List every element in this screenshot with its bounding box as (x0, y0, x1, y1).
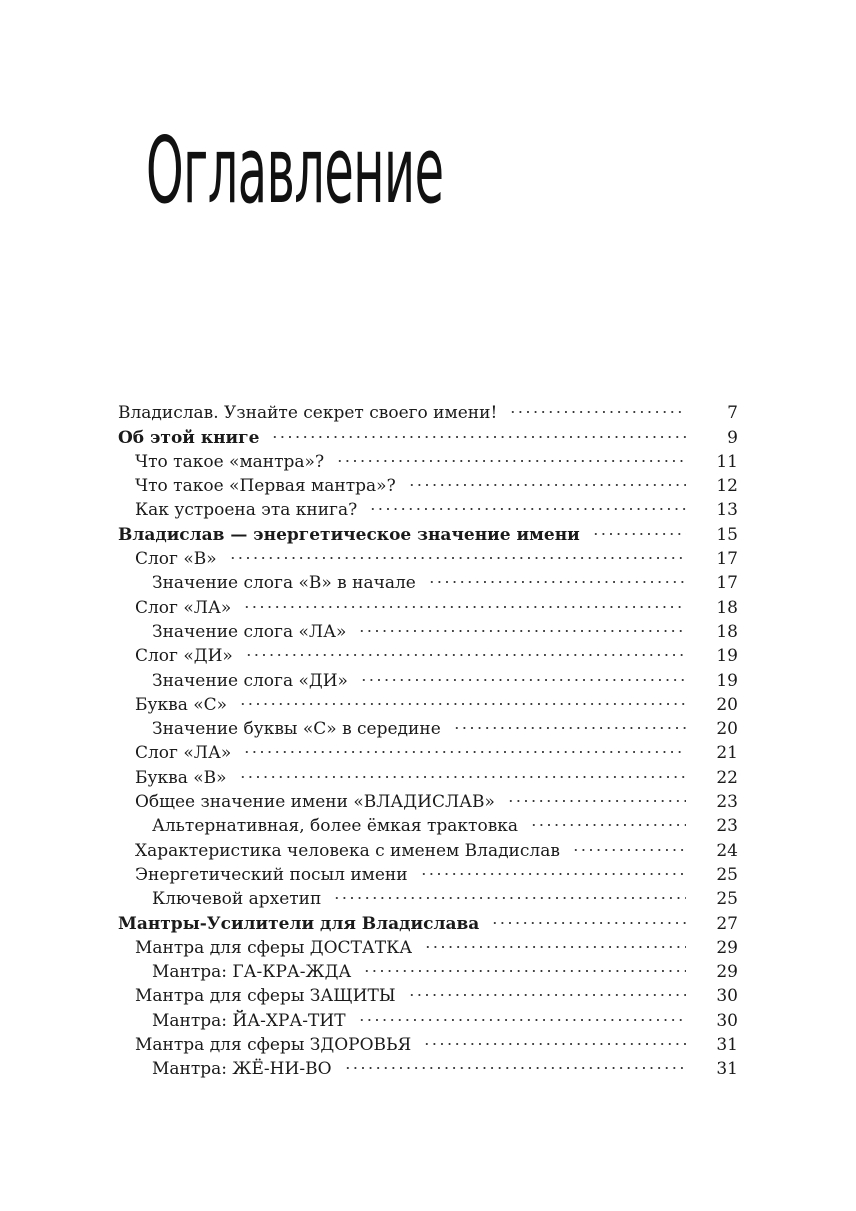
toc-entry-title: Альтернативная, более ёмкая трактовка (152, 816, 519, 837)
toc-page-number: 30 (716, 986, 738, 1007)
toc-entry-title: Слог «ДИ» (135, 646, 233, 667)
toc-page-number: 11 (716, 451, 738, 472)
dot-leader (423, 1026, 686, 1050)
dot-leader (408, 467, 686, 491)
dot-leader (333, 880, 686, 904)
toc-page-number: 30 (716, 1010, 738, 1031)
toc-page-number: 21 (716, 743, 738, 764)
dot-leader (229, 540, 686, 564)
dot-leader (360, 661, 686, 685)
dot-leader (243, 734, 686, 758)
page-title: Оглавление (146, 117, 444, 224)
toc-entry-title: Энергетический посыл имени (135, 864, 408, 885)
toc-entry-title: Мантра: ЙА-ХРА-ТИТ (152, 1010, 346, 1031)
toc-entry-title: Об этой книге (118, 427, 260, 448)
toc-entry-title: Слог «В» (135, 549, 217, 570)
dot-leader (243, 588, 686, 612)
toc-page-number: 13 (716, 500, 738, 521)
toc-entry-title: Значение буквы «С» в середине (152, 719, 441, 740)
dot-leader (271, 418, 686, 442)
dot-leader (420, 856, 686, 880)
toc-entry (118, 394, 738, 424)
dot-leader (509, 394, 686, 418)
toc-page-number: 19 (716, 670, 738, 691)
toc-page-number: 31 (716, 1035, 738, 1056)
toc-page-number: 15 (716, 524, 738, 545)
toc-entry-title: Буква «В» (135, 767, 227, 788)
toc-page-number: 12 (716, 476, 738, 497)
toc-entry-title: Слог «ЛА» (135, 597, 232, 618)
dot-leader (408, 977, 686, 1001)
toc-page-number: 18 (716, 621, 738, 642)
toc-entry-title: Что такое «мантра»? (135, 451, 325, 472)
dot-leader (239, 758, 686, 782)
toc-page-number: 7 (727, 403, 738, 424)
toc-page-number: 20 (716, 694, 738, 715)
toc-entry-title: Мантра: ЖЁ-НИ-ВО (152, 1059, 332, 1080)
dot-leader (358, 613, 686, 637)
toc-entry-title: Значение слога «ДИ» (152, 670, 348, 691)
table-of-contents (118, 394, 738, 1080)
toc-entry-title: Ключевой архетип (152, 889, 322, 910)
dot-leader (239, 686, 686, 710)
toc-page-number: 25 (716, 889, 738, 910)
toc-entry-title: Мантра: ГА-КРА-ЖДА (152, 962, 352, 983)
toc-page-number: 25 (716, 864, 738, 885)
dot-leader (530, 807, 686, 831)
toc-entry-title: Общее значение имени «ВЛАДИСЛАВ» (135, 792, 495, 813)
toc-entry-title: Значение слога «В» в начале (152, 573, 416, 594)
toc-entry-title: Мантра для сферы ЗАЩИТЫ (135, 986, 396, 1007)
dot-leader (491, 904, 686, 928)
toc-entry-title: Значение слога «ЛА» (152, 621, 347, 642)
toc-page-number: 17 (716, 549, 738, 570)
dot-leader (592, 515, 686, 539)
toc-entry-title: Характеристика человека с именем Владислав (135, 840, 560, 861)
toc-page-number: 29 (716, 962, 738, 983)
toc-entry-title: Как устроена эта книга? (135, 500, 358, 521)
toc-page-number: 24 (716, 840, 738, 861)
toc-page-number: 27 (716, 913, 738, 934)
dot-leader (428, 564, 686, 588)
dot-leader (245, 637, 686, 661)
dot-leader (572, 831, 686, 855)
toc-page-number: 17 (716, 573, 738, 594)
dot-leader (369, 491, 686, 515)
toc-entry-title: Что такое «Первая мантра»? (135, 476, 396, 497)
dot-leader (424, 929, 686, 953)
dot-leader (363, 953, 686, 977)
dot-leader (336, 443, 686, 467)
toc-page-number: 19 (716, 646, 738, 667)
toc-entry-title: Мантры-Усилители для Владислава (118, 913, 480, 934)
toc-entry-title: Мантра для сферы ЗДОРОВЬЯ (135, 1035, 412, 1056)
dot-leader (507, 783, 686, 807)
toc-page-number: 9 (727, 427, 738, 448)
toc-page-number: 23 (716, 816, 738, 837)
dot-leader (344, 1050, 686, 1074)
toc-entry-title: Слог «ЛА» (135, 743, 232, 764)
toc-page-number: 23 (716, 792, 738, 813)
toc-entry-title: Владислав — энергетическое значение имени (118, 524, 580, 545)
toc-page-number: 29 (716, 937, 738, 958)
toc-page-number: 18 (716, 597, 738, 618)
toc-entry-title: Мантра для сферы ДОСТАТКА (135, 937, 413, 958)
toc-page-number: 20 (716, 719, 738, 740)
toc-page-number: 22 (716, 767, 738, 788)
dot-leader (453, 710, 686, 734)
dot-leader (358, 1001, 686, 1025)
toc-entry-title: Буква «С» (135, 694, 228, 715)
toc-page-number: 31 (716, 1059, 738, 1080)
toc-entry-title: Владислав. Узнайте секрет своего имени! (118, 403, 498, 424)
